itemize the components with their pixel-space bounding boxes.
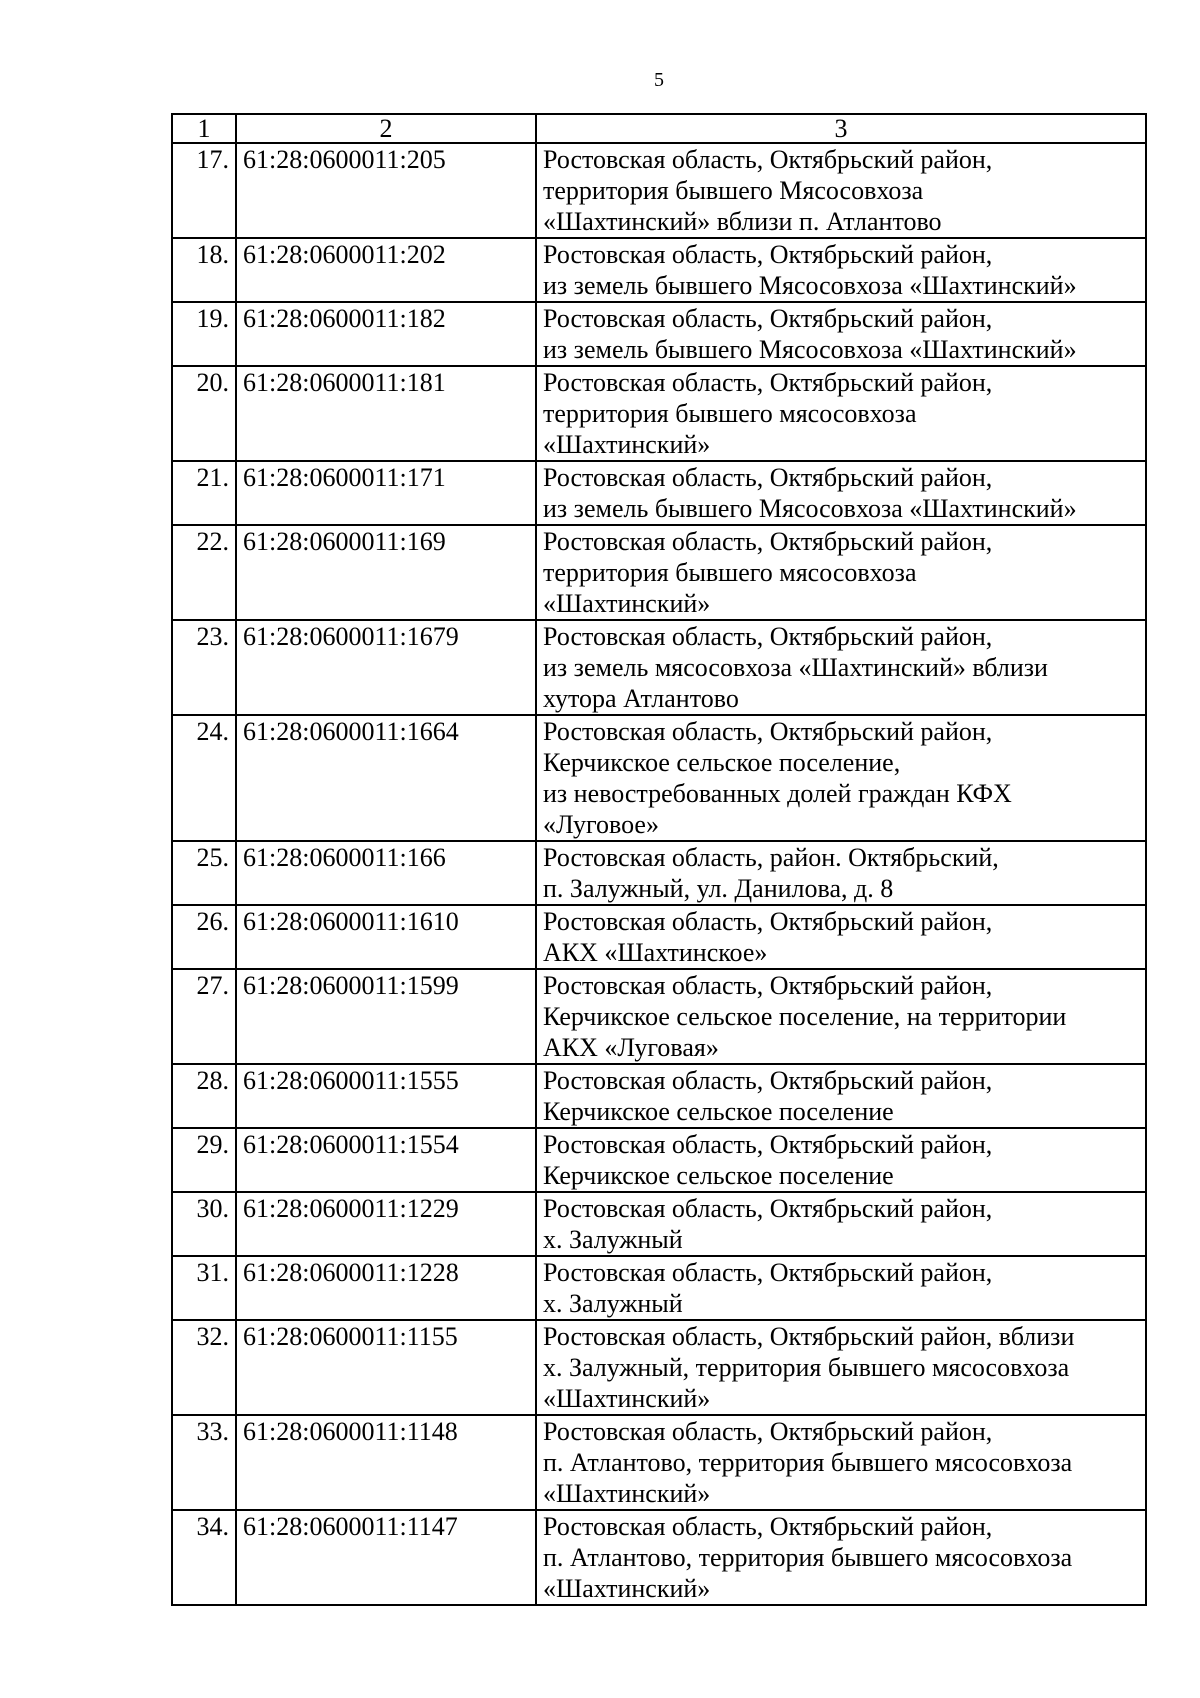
address-line: Ростовская область, Октябрьский район,: [543, 1512, 993, 1541]
cadastral-number: 61:28:0600011:1148: [236, 1415, 536, 1510]
address-cell: [536, 525, 1146, 620]
cadastral-number: 61:28:0600011:1664: [236, 715, 536, 841]
address-line: Керчикское сельское поселение,: [543, 748, 901, 777]
row-number: 17.: [172, 143, 236, 238]
cadastral-number: 61:28:0600011:1228: [236, 1256, 536, 1320]
address-line: из невостребованных долей граждан КФХ: [543, 779, 1012, 808]
table-row: [172, 1192, 1146, 1256]
cadastral-number: 61:28:0600011:182: [236, 302, 536, 366]
cadastral-number: 61:28:0600011:169: [236, 525, 536, 620]
row-number: 27.: [172, 969, 236, 1064]
address-line: из земель мясосовхоза «Шахтинский» вблизи: [543, 653, 1048, 682]
row-number: 31.: [172, 1256, 236, 1320]
address-line: «Шахтинский»: [543, 589, 711, 618]
address-cell: [536, 238, 1146, 302]
address-line: Ростовская область, Октябрьский район,: [543, 1194, 993, 1223]
address-line: территория бывшего мясосовхоза: [543, 399, 917, 428]
address-line: Ростовская область, Октябрьский район,: [543, 1066, 993, 1095]
address-cell: [536, 1415, 1146, 1510]
row-number: 23.: [172, 620, 236, 715]
cadastral-number: 61:28:0600011:1679: [236, 620, 536, 715]
address-cell: [536, 1256, 1146, 1320]
address-line: «Луговое»: [543, 810, 659, 839]
address-line: Ростовская область, Октябрьский район,: [543, 907, 993, 936]
address-line: Ростовская область, Октябрьский район,: [543, 1130, 993, 1159]
row-number: 21.: [172, 461, 236, 525]
table-row: [172, 1256, 1146, 1320]
row-number: 34.: [172, 1510, 236, 1605]
address-line: п. Атлантово, территория бывшего мясосовхоза: [543, 1543, 1073, 1572]
address-line: Ростовская область, Октябрьский район,: [543, 527, 993, 556]
address-line: х. Залужный, территория бывшего мясосовхоза: [543, 1353, 1070, 1382]
table-row: [172, 238, 1146, 302]
address-cell: [536, 1192, 1146, 1256]
address-cell: [536, 143, 1146, 238]
row-number: 18.: [172, 238, 236, 302]
address-line: АКХ «Луговая»: [543, 1033, 719, 1062]
header-col-1: 1: [172, 114, 236, 143]
cadastral-number: 61:28:0600011:1155: [236, 1320, 536, 1415]
address-cell: [536, 1064, 1146, 1128]
table-row: [172, 143, 1146, 238]
cadastral-number: 61:28:0600011:1147: [236, 1510, 536, 1605]
address-cell: [536, 1320, 1146, 1415]
cadastral-number: 61:28:0600011:1555: [236, 1064, 536, 1128]
row-number: 22.: [172, 525, 236, 620]
address-cell: [536, 841, 1146, 905]
address-cell: [536, 620, 1146, 715]
header-col-3: 3: [536, 114, 1146, 143]
address-line: «Шахтинский»: [543, 1574, 711, 1603]
table-row: [172, 620, 1146, 715]
cadastral-number: 61:28:0600011:205: [236, 143, 536, 238]
row-number: 19.: [172, 302, 236, 366]
address-cell: [536, 905, 1146, 969]
address-line: Ростовская область, Октябрьский район,: [543, 304, 993, 333]
cadastral-number: 61:28:0600011:202: [236, 238, 536, 302]
cadastral-number: 61:28:0600011:1610: [236, 905, 536, 969]
table-row: [172, 905, 1146, 969]
table-row: [172, 969, 1146, 1064]
row-number: 25.: [172, 841, 236, 905]
table-row: [172, 525, 1146, 620]
address-line: Ростовская область, Октябрьский район, вблизи: [543, 1322, 1075, 1351]
row-number: 24.: [172, 715, 236, 841]
table-row: [172, 1415, 1146, 1510]
address-line: «Шахтинский»: [543, 430, 711, 459]
address-cell: [536, 715, 1146, 841]
row-number: 32.: [172, 1320, 236, 1415]
table-row: [172, 366, 1146, 461]
address-line: из земель бывшего Мясосовхоза «Шахтинский»: [543, 271, 1077, 300]
row-number: 29.: [172, 1128, 236, 1192]
cadastral-number: 61:28:0600011:181: [236, 366, 536, 461]
address-line: Ростовская область, Октябрьский район,: [543, 622, 993, 651]
address-line: Ростовская область, Октябрьский район,: [543, 463, 993, 492]
table-row: [172, 302, 1146, 366]
address-line: «Шахтинский» вблизи п. Атлантово: [543, 207, 942, 236]
cadastral-number: 61:28:0600011:1229: [236, 1192, 536, 1256]
table-row: [172, 1510, 1146, 1605]
table-row: [172, 841, 1146, 905]
address-line: п. Залужный, ул. Данилова, д. 8: [543, 874, 894, 903]
address-cell: [536, 969, 1146, 1064]
table-row: [172, 1064, 1146, 1128]
table-body: [172, 143, 1146, 1605]
address-line: Ростовская область, Октябрьский район,: [543, 971, 993, 1000]
row-number: 20.: [172, 366, 236, 461]
address-cell: [536, 1510, 1146, 1605]
table-row: [172, 1128, 1146, 1192]
address-cell: [536, 1128, 1146, 1192]
address-cell: [536, 366, 1146, 461]
address-line: из земель бывшего Мясосовхоза «Шахтинский»: [543, 335, 1077, 364]
address-line: Ростовская область, Октябрьский район,: [543, 1258, 993, 1287]
address-line: «Шахтинский»: [543, 1384, 711, 1413]
table-row: [172, 461, 1146, 525]
address-line: Керчикское сельское поселение: [543, 1161, 894, 1190]
header-col-2: 2: [236, 114, 536, 143]
address-line: Керчикское сельское поселение: [543, 1097, 894, 1126]
cadastral-table: [171, 113, 1147, 1606]
address-line: территория бывшего Мясосовхоза: [543, 176, 924, 205]
table-row: [172, 1320, 1146, 1415]
address-line: из земель бывшего Мясосовхоза «Шахтинский»: [543, 494, 1077, 523]
address-line: Ростовская область, Октябрьский район,: [543, 1417, 993, 1446]
header-row: [172, 114, 1146, 143]
row-number: 30.: [172, 1192, 236, 1256]
address-line: «Шахтинский»: [543, 1479, 711, 1508]
address-line: Ростовская область, Октябрьский район,: [543, 240, 993, 269]
address-cell: [536, 302, 1146, 366]
address-line: х. Залужный: [543, 1289, 683, 1318]
address-line: Ростовская область, район. Октябрьский,: [543, 843, 999, 872]
row-number: 26.: [172, 905, 236, 969]
table-row: [172, 715, 1146, 841]
cadastral-number: 61:28:0600011:166: [236, 841, 536, 905]
address-line: АКХ «Шахтинское»: [543, 938, 768, 967]
address-cell: [536, 461, 1146, 525]
cadastral-number: 61:28:0600011:1599: [236, 969, 536, 1064]
address-line: Ростовская область, Октябрьский район,: [543, 368, 993, 397]
address-line: Ростовская область, Октябрьский район,: [543, 717, 993, 746]
address-line: х. Залужный: [543, 1225, 683, 1254]
address-line: п. Атлантово, территория бывшего мясосовхоза: [543, 1448, 1073, 1477]
address-line: Ростовская область, Октябрьский район,: [543, 145, 993, 174]
address-line: Керчикское сельское поселение, на территории: [543, 1002, 1067, 1031]
cadastral-number: 61:28:0600011:171: [236, 461, 536, 525]
row-number: 28.: [172, 1064, 236, 1128]
cadastral-number: 61:28:0600011:1554: [236, 1128, 536, 1192]
table-header: [172, 114, 1146, 143]
address-line: территория бывшего мясосовхоза: [543, 558, 917, 587]
address-line: хутора Атлантово: [543, 684, 739, 713]
page-number: 5: [654, 69, 664, 91]
row-number: 33.: [172, 1415, 236, 1510]
